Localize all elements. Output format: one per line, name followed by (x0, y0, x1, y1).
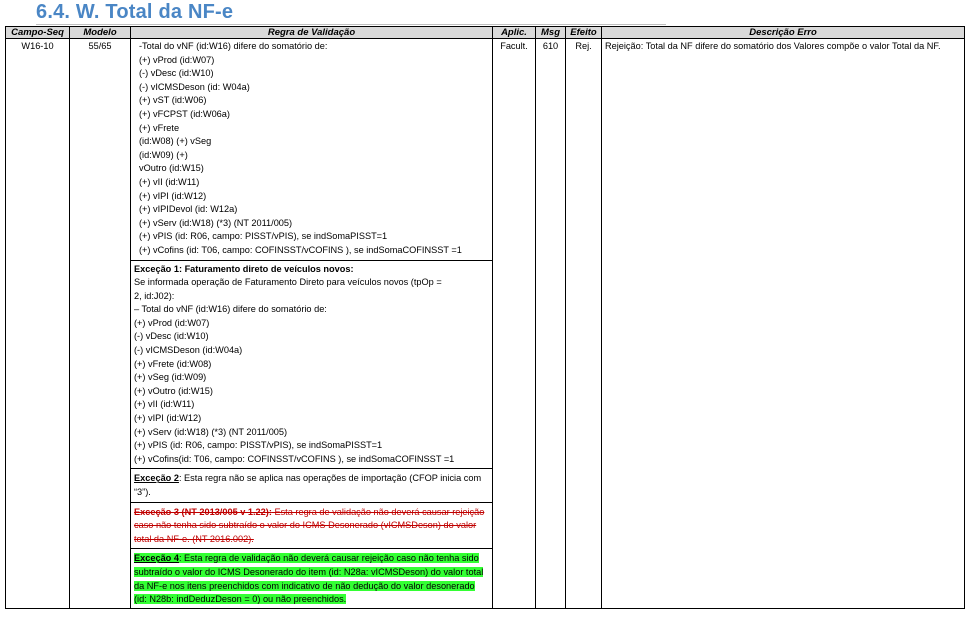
exception-2-label: Exceção 2 (134, 473, 179, 484)
block-divider (131, 548, 492, 549)
rule-line: (+) vCofins(id: T06, campo: COFINSST/vCOFINS ), se indSomaCOFINSST =1 (134, 453, 455, 464)
rule-line: (-) vICMSDeson (id:W04a) (134, 345, 243, 356)
rule-line: (+) vST (id:W06) (139, 95, 207, 106)
rule-line: (+) vIPIDevol (id: W12a) (139, 204, 238, 215)
cell-modelo: 55/65 (70, 39, 131, 609)
rule-line: (id:W09) (+) (139, 149, 188, 160)
cell-regra (131, 39, 493, 609)
exception-2-block (134, 471, 489, 499)
section-title: 6.4. W. Total da NF-e (36, 1, 234, 23)
exception-4-block (134, 551, 489, 606)
exception-3-text: Esta regra de validação não deverá causar rejeição caso não tenha sido subtraído o valor do ICMS Desonerado (vICMSDeson) do valor total da NF-e. (NT 2016.002). (134, 506, 485, 544)
rule-line: (id:W08) (+) vSeg (139, 136, 212, 147)
base-rule-lines (134, 40, 489, 258)
exception-3-label: Exceção 3 (NT 2013/005 v 1.22): (134, 506, 272, 517)
rule-line: (+) vOutro (id:W15) (134, 385, 213, 396)
rule-line: (+) vII (id:W11) (134, 399, 195, 410)
rule-line: 2, id:J02): (134, 290, 175, 301)
cell-aplic: Facult. (493, 39, 536, 609)
rule-line: (+) vFCPST (id:W06a) (139, 108, 230, 119)
header-msg: Msg (536, 27, 566, 39)
table-header-row (6, 27, 965, 39)
cell-efeito: Rej. (566, 39, 602, 609)
rule-line: (+) vPIS (id: R06, campo: PISST/vPIS), se indSomaPISST=1 (139, 231, 388, 242)
table-row (6, 39, 965, 609)
rule-line: (-) vDesc (id:W10) (134, 331, 209, 342)
rule-line: (+) vIPI (id:W12) (139, 190, 207, 201)
rule-line: (+) vServ (id:W18) (*3) (NT 2011/005) (139, 217, 293, 228)
exception-1-title: Exceção 1: Faturamento direto de veículos novos: (134, 263, 354, 274)
rule-line: (+) vProd (id:W07) (134, 317, 210, 328)
rule-line: (+) vProd (id:W07) (139, 54, 215, 65)
header-descricao: Descrição Erro (602, 27, 965, 39)
rule-line: (+) vII (id:W11) (139, 176, 200, 187)
header-modelo: Modelo (70, 27, 131, 39)
header-campo-seq: Campo-Seq (6, 27, 70, 39)
rule-line: (+) vIPI (id:W12) (134, 413, 202, 424)
header-aplic: Aplic. (493, 27, 536, 39)
cell-descricao: Rejeição: Total da NF difere do somatório dos Valores compõe o valor Total da NF. (602, 39, 965, 609)
rule-line: (+) vFrete (139, 122, 180, 133)
rule-line: -Total do vNF (id:W16) difere do somatório de: (139, 41, 328, 51)
rule-line: Se informada operação de Faturamento Direto para veículos novos (tpOp = (134, 277, 442, 288)
block-divider (131, 260, 492, 261)
header-efeito: Efeito (566, 27, 602, 39)
validation-rules-table (5, 26, 965, 609)
rule-line: (+) vFrete (id:W08) (134, 358, 212, 369)
header-regra: Regra de Validação (131, 27, 493, 39)
rule-line: (-) vDesc (id:W10) (139, 68, 214, 79)
exception-4-text: : Esta regra de validação não deverá causar rejeição caso não tenha sido subtraído o valor do ICMS Desonerado do item (id: N28a: vICMSDeson) do valor total da NF-e nos itens preenchidos com indicativo de não dedução do valor desonerado (id: N28b: indDeduzDeson = 0) ou não preenchidos. (134, 553, 484, 605)
rule-line: vOutro (id:W15) (139, 163, 204, 174)
exception-3-block (134, 505, 489, 547)
rule-line: (+) vCofins (id: T06, campo: COFINSST/vCOFINS ), se indSomaCOFINSST =1 (139, 244, 462, 255)
exception-2-text: : Esta regra não se aplica nas operações de importação (CFOP inicia com “3”). (134, 473, 482, 497)
block-divider (131, 502, 492, 503)
block-divider (131, 468, 492, 469)
rule-line: (+) vSeg (id:W09) (134, 372, 207, 383)
cell-msg: 610 (536, 39, 566, 609)
rule-line: (-) vICMSDeson (id: W04a) (139, 81, 250, 92)
title-divider (36, 24, 666, 25)
rule-line: (+) vPIS (id: R06, campo: PISST/vPIS), se indSomaPISST=1 (134, 440, 383, 451)
cell-campo-seq: W16-10 (6, 39, 70, 609)
rule-line: (+) vServ (id:W18) (*3) (NT 2011/005) (134, 426, 288, 437)
rule-line: – Total do vNF (id:W16) difere do somatório de: (134, 304, 327, 315)
exception-4-label: Exceção 4 (134, 553, 179, 564)
exception-1-block (134, 263, 489, 467)
